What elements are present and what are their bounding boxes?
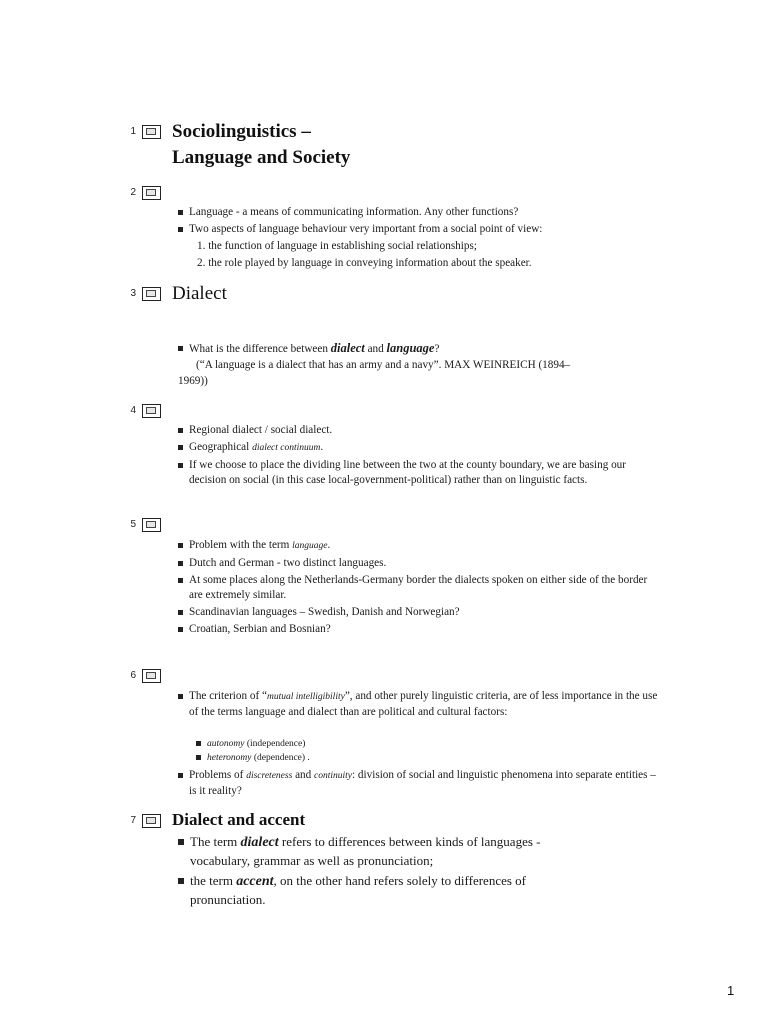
slide-icon: [142, 814, 161, 828]
text: Geographical: [189, 441, 253, 453]
text: (independence): [244, 739, 306, 749]
slide-number: 5: [130, 519, 136, 530]
emphasis: accent: [236, 874, 274, 889]
text: Problem with the term: [189, 539, 293, 551]
text: The criterion of “: [189, 690, 267, 702]
text: and: [364, 343, 387, 355]
sub-bullet-item: [196, 737, 310, 751]
slide-icon: [142, 186, 161, 200]
bullet-list: [178, 341, 658, 359]
emphasis: language: [292, 541, 328, 551]
slide-number: 6: [130, 670, 136, 681]
bullet-item: [178, 440, 658, 456]
bullet-list: [178, 538, 658, 639]
slide-number: 4: [130, 405, 136, 416]
emphasis: dialect: [330, 341, 365, 355]
text: refers to differences between kinds of languages - vocabulary, grammar as well as pronunciation;: [190, 834, 541, 868]
bullet-item: [178, 833, 598, 870]
bullet-item: [178, 872, 598, 909]
text: What is the difference between: [189, 343, 331, 355]
emphasis: language: [386, 341, 435, 355]
slide-icon: [142, 125, 161, 139]
numbered-item: 1. the function of language in establishing social relationships;: [197, 240, 477, 252]
slide-icon: [142, 287, 161, 301]
slide-number: 2: [130, 187, 136, 198]
bullet-item: [178, 538, 658, 554]
sub-bullet-list: [196, 737, 310, 765]
text: , on the other hand refers solely to differences of pronunciation.: [190, 873, 526, 907]
bullet-item: [178, 768, 658, 799]
text: the term: [190, 873, 237, 888]
bullet-item: Scandinavian languages – Swedish, Danish and Norwegian?: [178, 605, 658, 620]
slide-number: 3: [130, 288, 136, 299]
bullet-list: [178, 423, 658, 490]
bullet-list: [178, 833, 598, 911]
text: (dependence) .: [251, 753, 310, 763]
emphasis: heteronomy: [207, 753, 252, 763]
bullet-list: [178, 768, 658, 801]
text: and: [292, 769, 315, 781]
slide-icon: [142, 518, 161, 532]
numbered-item: 2. the role played by language in conveying information about the speaker.: [197, 257, 532, 269]
slide-title: Dialect and accent: [172, 810, 306, 829]
page-number: 1: [727, 983, 735, 998]
slide-number: 7: [130, 815, 136, 826]
bullet-item: At some places along the Netherlands-Germany border the dialects spoken on either side of the border are extremely similar.: [178, 573, 658, 603]
slide-number: 1: [130, 126, 136, 137]
quote-line: 1969)): [178, 375, 208, 387]
emphasis: continuity: [314, 771, 353, 781]
slide-title: Dialect: [172, 283, 227, 304]
slide-icon: [142, 669, 161, 683]
emphasis: dialect continuum: [252, 443, 321, 453]
sub-bullet-item: [196, 751, 310, 765]
text: : division of social and linguistic phenomena into separate entities – is it reality?: [189, 769, 656, 797]
bullet-item: Two aspects of language behaviour very important from a social point of view:: [178, 222, 658, 237]
emphasis: discreteness: [246, 771, 293, 781]
emphasis: mutual intelligibility: [266, 692, 345, 702]
slide-title: [172, 119, 350, 171]
slide-icon: [142, 404, 161, 418]
text: The term: [190, 834, 241, 849]
text: ”, and other purely linguistic criteria, are of less importance in the use of the terms language and dialect than are political and cultural factors:: [189, 690, 658, 718]
bullet-list: [178, 689, 658, 722]
text: .: [320, 441, 324, 453]
bullet-item: [178, 689, 658, 720]
bullet-item: Language - a means of communicating information. Any other functions?: [178, 205, 658, 220]
text: ?: [434, 343, 440, 355]
text: .: [327, 539, 331, 551]
emphasis: autonomy: [207, 739, 245, 749]
emphasis: dialect: [240, 835, 279, 850]
bullet-item: Dutch and German - two distinct languages.: [178, 556, 658, 571]
bullet-item: Regional dialect / social dialect.: [178, 423, 658, 438]
quote-line: (“A language is a dialect that has an army and a navy”. MAX WEINREICH (1894–: [196, 359, 571, 371]
bullet-item: Croatian, Serbian and Bosnian?: [178, 622, 658, 637]
title-line-2: Language and Society: [172, 147, 351, 168]
bullet-item: [178, 341, 658, 357]
title-line-1: Sociolinguistics –: [172, 121, 311, 142]
bullet-list: [178, 205, 658, 239]
text: Problems of: [189, 769, 247, 781]
bullet-item: If we choose to place the dividing line between the two at the county boundary, we are basing our decision on social (in this case local-government-political) rather than on linguistic facts.: [178, 458, 658, 488]
